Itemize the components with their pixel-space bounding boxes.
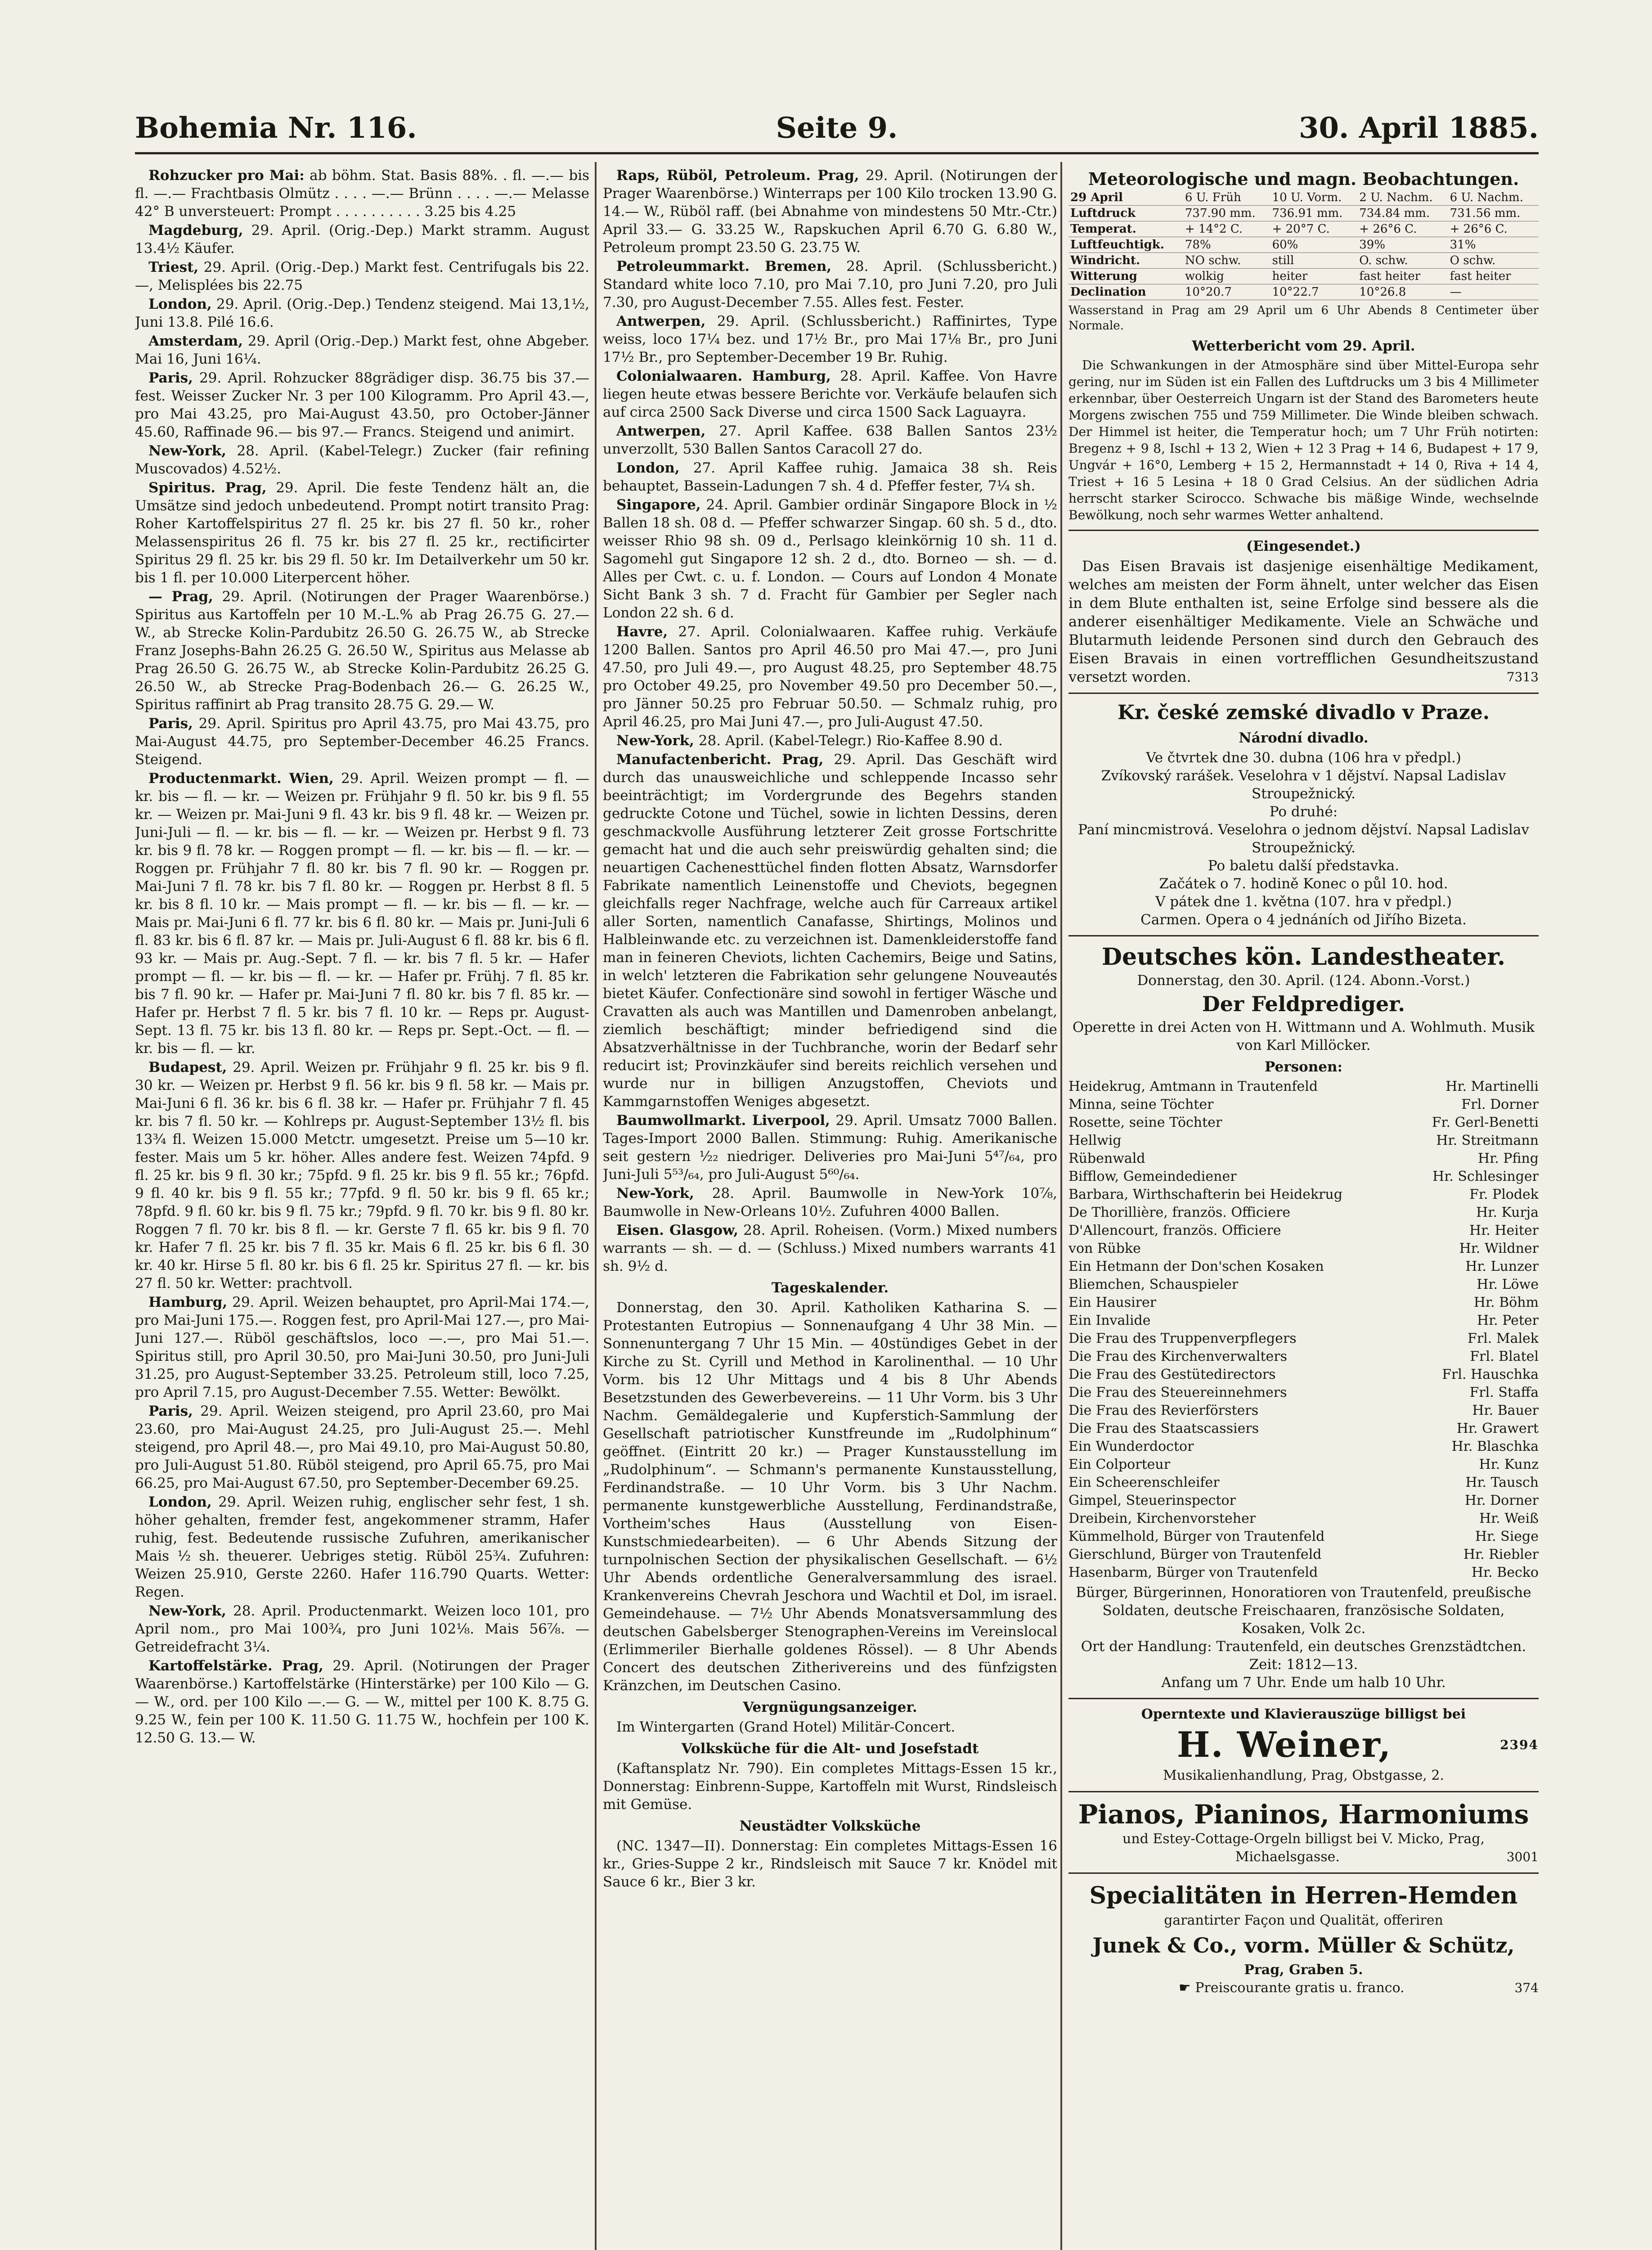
role-name: Ein Colporteur [1068, 1457, 1171, 1472]
divider [1068, 1872, 1539, 1874]
actor-name: Hr. Schlesinger [1432, 1169, 1539, 1184]
actor-name: Hr. Martinelli [1446, 1079, 1539, 1094]
actor-name: Hr. Kunz [1479, 1457, 1539, 1472]
program-line: Zvíkovský rarášek. Veselohra v 1 dějství. Napsal Ladislav Stroupežnický. [1101, 768, 1506, 802]
report-lead: Antwerpen, [616, 313, 706, 329]
market-report [135, 369, 589, 441]
report-text: 29. April. (Notirungen der Prager Waarenbörse.) Spiritus aus Kartoffeln per 10 M.-L.% ab Prag 26.75 G. 27.— W., ab Strecke Kolin-Pardubitz 26.50 G. 26.75 W., ab Strecke Franz Josephs-Bahn 26.25 G. 26.50 W., Spiritus aus Melasse ab Prag 26.50 G. 26.75 W., ab Strecke Kolin-Pardubitz 26.25 G. 26.50 W., ab Strecke Prag-Bodenbach 26.— G. 26.25 W., Spiritus raffinirt ab Prag transito 28.75 G. 29.— W. [135, 589, 589, 713]
report-lead: Baumwollmarkt. Liverpool, [616, 1112, 830, 1129]
ad-weiner-line: Operntexte und Klavierauszüge billigst bei [1141, 1706, 1466, 1722]
cast-row [1068, 1528, 1539, 1546]
meteo-cell: 737.90 mm. [1183, 206, 1270, 221]
role-name: Gimpel, Steuerinspector [1068, 1493, 1236, 1508]
market-report [135, 332, 589, 368]
actor-name: Hr. Dorner [1464, 1493, 1539, 1508]
market-report [603, 312, 1057, 366]
ad-number: 2394 [1500, 1737, 1539, 1752]
meteo-cell: 10°20.7 [1183, 284, 1270, 300]
pointing-hand-icon: ☛ [1178, 1980, 1191, 1996]
meteo-title: Meteorologische und magn. Beobachtungen. [1088, 169, 1519, 189]
meteo-cell: + 26°6 C. [1448, 221, 1539, 237]
role-name: Die Frau des Truppenverpflegers [1068, 1331, 1297, 1346]
role-name: Minna, seine Töchter [1068, 1097, 1214, 1112]
section-text: Donnerstag, den 30. April. Katholiken Katharina S. — Protestanten Eutropius — Sonnenaufgang 4 Uhr 38 Min. — Sonnenuntergang 7 Uhr 15 Min. — 40stündiges Gebet in der Kirche zu St. Cyrill und Method in Karolinenthal. — 10 Uhr Vorm. bis 12 Uhr Mittags und 4 bis 8 Uhr Abends Besetzstunden des Gewerbevereins. — 11 Uhr Vorm. bis 3 Uhr Nachm. Gemäldegalerie und Kupferstich-Sammlung der Gesellschaft patriotischer Kunstfreunde im „Rudolphinum“ geöffnet. (Eintritt 20 kr.) — Prager Kunstausstellung im „Rudolphinum“. — Schmann's permanente Kunstausstellung, Ferdinandstraße. — 10 Uhr Vorm. bis 3 Uhr Nachm. permanente kunstgewerbliche Ausstellung, Ferdinandstraße, Vortheim'sches Haus (Ausstellung von Eisen-Kunstschmiedearbeiten). — 6 Uhr Abends Sitzung der turnpolnischen Section der physikalischen Gesellschaft. — 6½ Uhr Abends ordentliche Generalversammlung des israel. Krankenvereins Chevrah Jeschora und Wachtil et Dol, im israel. Gemeindehause. — 7½ Uhr Abends Monatsversammlung des deutschen Gabelsberger Stenographen-Vereins im Vereinslocal (Erlimmeriler Bierhalle goldenes Rössel). — 8 Uhr Abends Concert des deutschen Zitherivereins und des fünfzigsten Kränzchen, im Deutschen Casino. [603, 1300, 1057, 1694]
market-report [135, 770, 589, 1058]
cast-row [1068, 1348, 1539, 1366]
cast-row [1068, 1456, 1539, 1474]
divider [1068, 1791, 1539, 1792]
market-report [603, 459, 1057, 495]
meteo-cell: fast heiter [1448, 269, 1539, 284]
role-name: Ein Hausirer [1068, 1295, 1157, 1310]
report-text: 28. April. (Schlussbericht.) Standard white loco 7.10, pro Mai 7.10, pro Juni 7.20, pro Juli 7.30, pro August-December 7.55. Alles fest. Fester. [603, 258, 1057, 310]
water-level-note: Wasserstand in Prag am 29 April um 6 Uhr Abends 8 Centimeter über Normale. [1068, 304, 1539, 333]
report-text: 29. April. (Orig.-Dep.) Markt stramm. August 13.4½ Käufer. [135, 222, 589, 256]
meteo-cell: + 26°6 C. [1357, 221, 1448, 237]
divider [1068, 1698, 1539, 1699]
report-text: 29. April. Weizen prompt — fl. — kr. bis — fl. — kr. — Weizen pr. Frühjahr 9 fl. 50 kr. bis 9 fl. 55 kr. — Weizen pr. Mai-Juni 9 fl. 43 kr. bis 9 fl. 48 kr. — Weizen pr. Juni-Juli — fl. — kr. bis — fl. — kr. — Weizen pr. Herbst 9 fl. 73 kr. bis 9 fl. 78 kr. — Roggen prompt — fl. — kr. bis — fl. — kr. — Roggen pr. Frühjahr 7 fl. 80 kr. bis 7 fl. 90 kr. — Roggen pr. Mai-Juni 7 fl. 78 kr. bis 7 fl. 80 kr. — Roggen pr. Herbst 8 fl. 5 kr. bis 8 fl. 10 kr. — Mais prompt — fl. — kr. bis — fl. — kr. — Mais pr. Mai-Juni 6 fl. 77 kr. bis 6 fl. 80 kr. — Mais pr. Juni-Juli 6 fl. 83 kr. bis 6 fl. 87 kr. — Mais pr. Juli-August 6 fl. 88 kr. bis 6 fl. 93 kr. — Mais pr. Aug.-Sept. 7 fl. — kr. bis 7 fl. 5 kr. — Hafer prompt — fl. — kr. bis — fl. — kr. — Hafer pr. Frühj. 7 fl. 85 kr. bis 7 fl. 90 kr. — Hafer pr. Mai-Juni 7 fl. 80 kr. bis 7 fl. 85 kr. — Hafer pr. Herbst 7 fl. 5 kr. bis 7 fl. 10 kr. — Reps pr. August-Sept. 13 fl. 75 kr. bis 13 fl. 80 kr. — Reps pr. Sept.-Oct. — fl. — kr. bis — fl. — kr. [135, 770, 589, 1057]
meteo-cell: still [1270, 253, 1358, 269]
program-line: Paní mincmistrová. Veselohra o jednom dějství. Napsal Ladislav Stroupežnický. [1078, 822, 1529, 856]
cast-row [1068, 1312, 1539, 1330]
report-lead: Amsterdam, [148, 333, 243, 349]
actor-name: Hr. Böhm [1473, 1295, 1539, 1310]
report-lead: Antwerpen, [616, 423, 706, 439]
divider [1068, 693, 1539, 694]
section-heading: Neustädter Volksküche [739, 1818, 921, 1834]
role-name: Ein Wunderdoctor [1068, 1439, 1194, 1454]
cast-row [1068, 1204, 1539, 1222]
report-lead: New-York, [616, 1185, 694, 1202]
role-name: Dreibein, Kirchenvorsteher [1068, 1511, 1256, 1526]
report-lead: Hamburg, [148, 1294, 228, 1310]
market-report [603, 1221, 1057, 1275]
market-report [135, 442, 589, 478]
meteo-cell: 10 U. Vorm. [1270, 190, 1358, 206]
report-lead: — Prag, [148, 589, 213, 605]
report-lead: Eisen. Glasgow, [616, 1222, 739, 1238]
weather-report-text: Die Schwankungen in der Atmosphäre sind über Mittel-Europa sehr gering, nur im Süden ist ein Fallen des Luftdrucks um 3 bis 4 Millimeter erkennbar, über Oesterreich Ungarn ist der Stand des Barometers heute Morgens zwischen 755 und 759 Millimeter. Die Winde bleiben schwach. Der Himmel ist heiter, die Temperatur hoch; um 7 Uhr Früh notirten: Bregenz + 9 8, Ischl + 13 2, Wien + 12 3 Prag + 14 6, Budapest + 17 9, Ungvár + 16°0, Lemberg + 15 2, Hermannstadt + 14 0, Riva + 14 4, Triest + 16 5 Lesina + 18 0 Grad Celsius. An der südlichen Adria herrscht starker Scirocco. Schwache bis mäßige Winde, wechselnde Bewölkung, noch sehr warmes Wetter anhaltend. [1068, 358, 1539, 522]
market-report [135, 221, 589, 257]
report-lead: Petroleummarkt. Bremen, [616, 258, 832, 274]
report-text: 29. April. (Orig.-Dep.) Tendenz steigend. Mai 13,1½, Juni 13.8. Pilé 16.6. [135, 296, 589, 330]
cast-row [1068, 1564, 1539, 1582]
market-report [135, 588, 589, 714]
meteo-cell: 10°26.8 [1357, 284, 1448, 300]
program-line: Carmen. Opera o 4 jednáních od Jiřího Bizeta. [1140, 912, 1467, 928]
report-text: 29. April. (Orig.-Dep.) Markt fest. Centrifugals bis 22.—, Melisplées bis 22.75 [135, 259, 589, 293]
report-text: 28. April. Roheisen. (Vorm.) Mixed numbers warrants — sh. — d. — (Schluss.) Mixed numbers warrants 41 sh. 9½ d. [603, 1222, 1057, 1274]
report-lead: Paris, [148, 370, 193, 386]
meteo-cell: 29 April [1068, 190, 1183, 206]
meteo-cell: 736.91 mm. [1270, 206, 1358, 221]
report-text: 29. April. (Schlussbericht.) Raffinirtes, Type weiss, loco 17¼ bez. und 17½ Br., pro Mai 17⅛ Br., pro Juni 17½ Br., pro September-December 19 Br. Ruhig. [603, 313, 1057, 365]
cast-row [1068, 1330, 1539, 1348]
column-divider [595, 162, 597, 2250]
cast-row [1068, 1366, 1539, 1384]
actor-name: Hr. Blaschka [1451, 1439, 1539, 1454]
cast-row [1068, 1294, 1539, 1312]
meteo-cell: 39% [1357, 237, 1448, 253]
role-name: Gierschlund, Bürger von Trautenfeld [1068, 1547, 1322, 1562]
ad-number: 3001 [1506, 1850, 1539, 1864]
meteo-cell: 731.56 mm. [1448, 206, 1539, 221]
meteo-row [1068, 253, 1539, 269]
report-text: 29. April. Weizen steigend, pro April 23.60, pro Mai 23.60, pro Mai-August 24.25, pro Juli-August 25.—. Mehl steigend, pro April 48.—, pro Mai 49.10, pro Mai-August 50.80, pro Juli-August 51.80. Rüböl steigend, pro April 65.75, pro Mai 66.25, pro Mai-August 67.50, pro September-December 69.25. [135, 1403, 589, 1491]
meteo-cell: Luftfeuchtigk. [1068, 237, 1183, 253]
report-lead: Paris, [148, 1403, 193, 1419]
cast-row [1068, 1510, 1539, 1528]
actor-name: Fr. Plodek [1469, 1187, 1539, 1202]
cast-row [1068, 1114, 1539, 1132]
report-text: 28. April. Productenmarkt. Weizen loco 101, pro April nom., pro Mai 100¾, pro Juni 102⅛. Mais 56⅞. — Getreidefracht 3¼. [135, 1603, 589, 1655]
market-report [135, 1602, 589, 1656]
report-text: 29. April. Das Geschäft wird durch das unausweichliche und schleppende Incasso sehr beeinträchtigt; im Vordergrunde des Begehrs standen gedruckte Cotone und Tüchel, sowie in lichten Dessins, deren geschmackvolle Ausführung letzterer Zeit grosse Fortschritte gemacht hat und die auch sehr preiswürdig gehalten sind; die neuartigen Cachenesttüchel finden flotten Absatz, Warnsdorfer Fabrikate namentlich Leinenstoffe und Cheviots, begegnen gleichfalls reger Nachfrage, welche auch für Carreaux artikel aller Sorten, namentlich Canafasse, Shirtings, Molinos und Halbleinwande etc. zu verzeichnen ist. Damenkleiderstoffe fand man in feineren Cheviots, lichten Cachemirs, Beige und Satins, in welch' letzteren die Fabrikation sehr gelungene Nouveautés bietet Käufer. Confectionäre sind sowohl in fertiger Wäsche und Cravatten als auch was Mantillen und Damenroben anbelangt, ziemlich beschäftigt; minder befriedigend sind die Absatzverhältnisse in der Tuchbranche, worin der Bedarf sehr reducirt ist; Provinzkäufer sind bereits reichlich versehen und wurde nur in billigen Anzugstoffen, Cheviots und Kammgarnstoffen Weniges abgesetzt. [603, 752, 1057, 1110]
program-line: V pátek dne 1. května (107. hra v předpl.) [1155, 894, 1452, 910]
report-text: 27. April Kaffee. 638 Ballen Santos 23½ unverzollt, 530 Ballen Santos Caracoll 27 do. [603, 423, 1057, 457]
issue-date: 30. April 1885. [1298, 111, 1539, 145]
cast-row [1068, 1078, 1539, 1096]
page-header [135, 108, 1539, 148]
market-report [603, 166, 1057, 256]
program-line: Po druhé: [1269, 804, 1338, 820]
report-lead: Havre, [616, 624, 668, 640]
cast-row [1068, 1096, 1539, 1114]
meteo-row [1068, 190, 1539, 206]
section-heading: Vergnügungsanzeiger. [743, 1699, 917, 1715]
role-name: Bliemchen, Schauspieler [1068, 1277, 1239, 1292]
report-text: 28. April. Baumwolle in New-York 10⅞, Baumwolle in New-Orleans 10½. Zufuhren 4000 Ballen. [603, 1185, 1057, 1220]
cast-heading: Personen: [1265, 1059, 1342, 1075]
role-name: Ein Scheerenschleifer [1068, 1475, 1220, 1490]
ad-weiner-sub: Musikalienhandlung, Prag, Obstgasse, 2. [1163, 1768, 1444, 1783]
meteo-cell: Declination [1068, 284, 1183, 300]
german-theatre-date: Donnerstag, den 30. April. (124. Abonn.-Vorst.) [1137, 972, 1470, 989]
cast-row [1068, 1492, 1539, 1510]
report-lead: Manufactenbericht. Prag, [616, 752, 824, 768]
role-name: Die Frau des Steuereinnehmers [1068, 1385, 1287, 1400]
role-name: Kümmelhold, Bürger von Trautenfeld [1068, 1529, 1325, 1544]
role-name: Ein Invalide [1068, 1313, 1151, 1328]
role-name: Rosette, seine Töchter [1068, 1115, 1222, 1130]
actor-name: Hr. Riebler [1463, 1547, 1539, 1562]
role-name: Die Frau des Revierförsters [1068, 1403, 1259, 1418]
report-lead: Budapest, [148, 1059, 227, 1076]
report-text: 29. April. Weizen pr. Frühjahr 9 fl. 25 kr. bis 9 fl. 30 kr. — Weizen pr. Herbst 9 fl. 56 kr. bis 9 fl. 58 kr. — Mais pr. Mai-Juni 6 fl. 36 kr. bis 6 fl. 38 kr. — Hafer pr. Frühjahr 7 fl. 45 kr. bis 7 fl. 50 kr. — Kohlreps pr. August-September 13½ fl. bis 13¾ fl. Weizen 15.000 Metctr. umgesetzt. Preise um 5—10 kr. fester. Mais um 5 kr. höher. Alles andere fest. Weizen 74pfd. 9 fl. 25 kr. bis 9 fl. 30 kr.; 75pfd. 9 fl. 25 kr. bis 9 fl. 55 kr.; 76pfd. 9 fl. 40 kr. bis 9 fl. 55 kr.; 77pfd. 9 fl. 50 kr. bis 9 fl. 65 kr.; 78pfd. 9 fl. 60 kr. bis 9 fl. 75 kr.; 79pfd. 9 fl. 70 kr. bis 9 fl. 80 kr. Roggen 7 fl. 70 kr. bis 8 fl. — kr. Gerste 7 fl. 65 kr. bis 9 fl. 70 kr. Hafer 7 fl. 25 kr. bis 7 fl. 35 kr. Mais 6 fl. 25 kr. bis 6 fl. 30 kr. 40 kr. Hirse 5 fl. 80 kr. bis 6 fl. 25 kr. Spiritus 27 fl. — kr. bis 27 fl. 50 kr. Wetter: prachtvoll. [135, 1059, 589, 1292]
actor-name: Hr. Heiter [1469, 1223, 1539, 1238]
actor-name: Frl. Malek [1468, 1331, 1539, 1346]
cast-list [1068, 1078, 1539, 1582]
issue-label: Bohemia Nr. 116. [135, 111, 417, 145]
market-report [603, 367, 1057, 421]
cast-row [1068, 1240, 1539, 1258]
report-lead: London, [148, 296, 212, 312]
meteo-cell: O schw. [1448, 253, 1539, 269]
report-text: 28. April. (Kabel-Telegr.) Rio-Kaffee 8.90 d. [698, 733, 1003, 749]
ad-shirts-head: Specialitäten in Herren-Hemden [1089, 1882, 1518, 1909]
actor-name: Hr. Streitmann [1436, 1133, 1539, 1148]
ad-number: 374 [1514, 1980, 1539, 1995]
market-report [135, 479, 589, 587]
program-line: Po baletu další představka. [1208, 858, 1400, 874]
meteo-cell: 734.84 mm. [1357, 206, 1448, 221]
meteo-cell: + 20°7 C. [1270, 221, 1358, 237]
actor-name: Hr. Grawert [1456, 1421, 1539, 1436]
report-lead: New-York, [148, 1603, 226, 1619]
report-text: 29. April. (Notirungen der Prager Waarenbörse.) Kartoffelstärke (Hinterstärke) per 100 Kilo — G. — W., ord. per 100 Kilo —.— G. — W., mittel per 100 K. 8.75 G. 9.25 W., fein per 100 K. 11.50 G. 11.75 W., hochfein per 100 K. 12.50 G. 13.— W. [135, 1658, 589, 1746]
market-report [603, 496, 1057, 622]
actor-name: Hr. Siege [1475, 1529, 1539, 1544]
cast-row [1068, 1384, 1539, 1402]
actor-name: Fr. Gerl-Benetti [1432, 1115, 1539, 1130]
report-lead: London, [148, 1494, 212, 1510]
cast-row [1068, 1168, 1539, 1186]
column-market-reports [135, 166, 589, 2250]
actor-name: Frl. Blatel [1470, 1349, 1539, 1364]
report-lead: Productenmarkt. Wien, [148, 770, 334, 787]
play-subtitle: Operette in drei Acten von H. Wittmann und A. Wohlmuth. Musik von Karl Millöcker. [1072, 1019, 1535, 1053]
report-lead: London, [616, 460, 680, 476]
ad-shirts-address: Prag, Graben 5. [1244, 1962, 1363, 1978]
ad-pianos-sub: und Estey-Cottage-Orgeln billigst bei V. Micko, Prag, Michaelsgasse. 3001 [1068, 1830, 1539, 1866]
role-name: Hellwig [1068, 1133, 1122, 1148]
market-report [135, 1402, 589, 1492]
report-lead: Triest, [148, 259, 199, 275]
meteo-cell: fast heiter [1357, 269, 1448, 284]
ad-pianos-head: Pianos, Pianinos, Harmoniums [1078, 1799, 1529, 1830]
meteo-cell: — [1448, 284, 1539, 300]
actor-name: Frl. Staffa [1469, 1385, 1539, 1400]
report-text: 29. April (Orig.-Dep.) Markt fest, ohne Abgeber. Mai 16, Juni 16¼. [135, 333, 589, 367]
actor-name: Hr. Bauer [1472, 1403, 1539, 1418]
eingesendet-text: Das Eisen Bravais ist dasjenige eisenhältige Medikament, welches am meisten der Form ähnelt, unter welcher das Eisen in dem Blute enthalten ist, seine Erfolge sind bessere als die anderer eisenhältiger Medikamente. Viele an Schwäche und Blutarmuth leidende Personen sind durch den Gebrauch des Eisen Bravais in einen vortrefflichen Gesundheitszustand versetzt worden. 7313 [1068, 558, 1539, 685]
report-lead: Colonialwaaren. Hamburg, [616, 368, 831, 384]
meteo-row [1068, 221, 1539, 237]
column-divider [1060, 162, 1062, 2250]
report-text: 29. April. Weizen ruhig, englischer sehr fest, 1 sh. höher gehalten, fremder fest, angekommener stramm, Hafer ruhig, fest. Bedeutende russische Zufuhren, amerikanischer Mais ½ sh. theuerer. Uebriges stetig. Rüböl 25¾. Zufuhren: Weizen 25.910, Gerste 2260. Hafer 116.790 Quarts. Wetter: Regen. [135, 1494, 589, 1600]
actor-name: Hr. Löwe [1477, 1277, 1539, 1292]
section-text: (Kaftansplatz Nr. 790). Ein completes Mittags-Essen 15 kr., Donnerstag: Einbrenn-Suppe, Kartoffeln mit Wurst, Rindsleisch mit Gemüse. [603, 1760, 1057, 1813]
report-text: 28. April. (Kabel-Telegr.) Zucker (fair refining Muscovados) 4.52½. [135, 443, 589, 477]
role-name: von Rübke [1068, 1241, 1141, 1256]
market-report [135, 258, 589, 294]
cast-row [1068, 1402, 1539, 1420]
divider [1068, 935, 1539, 936]
role-name: D'Allencourt, französ. Officiere [1068, 1223, 1281, 1238]
meteo-row [1068, 237, 1539, 253]
actor-name: Hr. Pfing [1478, 1151, 1539, 1166]
report-text: 24. April. Gambier ordinär Singapore Block in ½ Ballen 18 sh. 08 d. — Pfeffer schwarzer Singap. 60 sh. 5 d., dto. weisser Rhio 98 sh. 09 d., Perlsago kleinkörnig 10 sh. 11 d. Sagomehl gut Singapore 12 sh. 2 d., dto. Borneo — sh. — d. Alles per Cwt. c. u. f. London. — Cours auf London 4 Monate Sicht Bank 3 sh. 7 d. Fracht für Gambier per Segler nach London 22 sh. 6 d. [603, 497, 1057, 621]
german-theatre-title: Deutsches kön. Landestheater. [1101, 943, 1506, 971]
market-report [135, 295, 589, 331]
meteo-row [1068, 284, 1539, 300]
report-lead: Magdeburg, [148, 222, 243, 238]
meteo-table [1068, 190, 1539, 300]
ad-shirts-firm: Junek & Co., vorm. Müller & Schütz, [1092, 1933, 1515, 1958]
play-extras: Bürger, Bürgerinnen, Honoratioren von Trautenfeld, preußische Soldaten, deutsche Freischaaren, französische Soldaten, Kosaken, Volk 2c. [1076, 1584, 1531, 1637]
role-name: Heidekrug, Amtmann in Trautenfeld [1068, 1079, 1318, 1094]
column-commodities-calendar [603, 166, 1057, 2250]
meteo-cell: 60% [1270, 237, 1358, 253]
section-text: Im Wintergarten (Grand Hotel) Militär-Concert. [616, 1719, 956, 1735]
market-report [603, 257, 1057, 311]
divider [1068, 530, 1539, 531]
report-text: 29. April. Umsatz 7000 Ballen. Tages-Import 2000 Ballen. Stimmung: Ruhig. Amerikanische seit gestern ½₂ niedriger. Deliveries pro Mai-Juni 5⁴⁷/₆₄, pro Juni-Juli 5⁵³/₆₄, pro Juli-August 5⁶⁰/₆₄. [603, 1112, 1057, 1183]
role-name: Ein Hetmann der Don'schen Kosaken [1068, 1259, 1324, 1274]
actor-name: Hr. Becko [1471, 1565, 1539, 1580]
cast-row [1068, 1546, 1539, 1564]
report-lead: Raps, Rüböl, Petroleum. Prag, [616, 167, 859, 184]
market-report [135, 166, 589, 220]
meteo-cell: 6 U. Früh [1183, 190, 1270, 206]
report-lead: Singapore, [616, 497, 701, 513]
report-text: 29. April. (Notirungen der Prager Waarenbörse.) Winterraps per 100 Kilo trocken 13.90 G. 14.— W., Rüböl raff. (bei Abnahme von mindestens 50 Mtr.-Ctr.) April 33.— G. 33.25 W., Rapskuchen April 6.70 G. 6.80 W., Petroleum prompt 23.50 G. 23.75 W. [603, 167, 1057, 256]
report-lead: New-York, [616, 733, 694, 749]
cast-row [1068, 1132, 1539, 1150]
czech-theatre-sub: Národní divadlo. [1239, 730, 1369, 746]
report-text: ab böhm. Stat. Basis 88%. . fl. —.— bis fl. —.— Frachtbasis Olmütz . . . . —.— Brünn . . . . —.— Melasse 42° B unversteuert: Prompt . . . . . . . . . . 3.25 bis 4.25 [135, 167, 589, 220]
actor-name: Frl. Hauschka [1442, 1367, 1539, 1382]
weather-report-title: Wetterbericht vom 29. April. [1192, 338, 1415, 354]
meteo-cell: O. schw. [1357, 253, 1448, 269]
role-name: Die Frau des Gestütedirectors [1068, 1367, 1276, 1382]
ad-weiner-name: H. Weiner, 2394 [1068, 1724, 1539, 1767]
market-report [603, 751, 1057, 1111]
market-report [135, 1657, 589, 1747]
cast-row [1068, 1222, 1539, 1240]
report-text: 27. April. Colonialwaaren. Kaffee ruhig. Verkäufe 1200 Ballen. Santos pro April 46.50 pro Mai 47.—, pro Juni 47.50, pro Juli 49.—, pro August 48.25, pro September 48.75 pro October 49.25, pro November 49.50 pro December 50.—, pro Jänner 50.25 pro Februar 50.50. — Schmalz ruhig, pro April 46.25, pro Mai Juni 47.—, pro Juli-August 47.50. [603, 624, 1057, 730]
role-name: Barbara, Wirthschafterin bei Heidekrug [1068, 1187, 1342, 1202]
actor-name: Frl. Dorner [1461, 1097, 1539, 1112]
play-setting: Ort der Handlung: Trautenfeld, ein deutsches Grenzstädtchen. Zeit: 1812—13. [1081, 1638, 1526, 1673]
report-text: 29. April. Weizen behauptet, pro April-Mai 174.—, pro Mai-Juni 175.—. Roggen fest, pro April-Mai 127.—, pro Mai-Juni 127.—. Rüböl geschäftslos, loco —.—, pro Mai 51.—. Spiritus still, pro April 30.50, pro Mai-Juni 30.50, pro Juni-Juli 31.25, pro August-September 33.25. Petroleum still, loco 7.25, pro April 7.15, pro August-December 7.55. Wetter: Bewölkt. [135, 1294, 589, 1400]
actor-name: Hr. Lunzer [1465, 1259, 1539, 1274]
ad-number: 7313 [1506, 670, 1539, 684]
actor-name: Hr. Kurja [1476, 1205, 1539, 1220]
market-report [603, 422, 1057, 458]
report-lead: Kartoffelstärke. Prag, [148, 1658, 323, 1674]
cast-row [1068, 1258, 1539, 1276]
report-text: 27. April Kaffee ruhig. Jamaica 38 sh. Reis behauptet, Bassein-Ladungen 7 sh. 4 d. Pfeffer fester, 7¼ sh. [603, 460, 1057, 494]
page-number: Seite 9. [776, 111, 898, 145]
ad-shirts-foot: ☛ Preiscourante gratis u. franco. 374 [1068, 1979, 1539, 1997]
meteo-cell: Luftdruck [1068, 206, 1183, 221]
actor-name: Hr. Tausch [1465, 1475, 1539, 1490]
meteo-cell: + 14°2 C. [1183, 221, 1270, 237]
cast-row [1068, 1474, 1539, 1492]
play-title: Der Feldprediger. [1202, 992, 1405, 1016]
role-name: Die Frau des Kirchenverwalters [1068, 1349, 1288, 1364]
actor-name: Hr. Wildner [1459, 1241, 1539, 1256]
meteo-cell: heiter [1270, 269, 1358, 284]
meteo-cell: Witterung [1068, 269, 1183, 284]
cast-row [1068, 1276, 1539, 1294]
column-weather-theatre-ads [1068, 166, 1539, 2250]
eingesendet-title: (Eingesendet.) [1246, 538, 1361, 554]
meteo-cell: 10°22.7 [1270, 284, 1358, 300]
role-name: Hasenbarm, Bürger von Trautenfeld [1068, 1565, 1318, 1580]
role-name: De Thorillière, französ. Officiere [1068, 1205, 1291, 1220]
report-text: 28. April. Kaffee. Von Havre liegen heute etwas bessere Berichte vor. Verkäufe belaufen sich auf circa 2500 Sack Diverse und circa 1500 Sack Laguayra. [603, 368, 1057, 420]
meteo-cell: NO schw. [1183, 253, 1270, 269]
report-lead: Paris, [148, 716, 193, 732]
market-report [603, 1112, 1057, 1184]
cast-row [1068, 1420, 1539, 1438]
cast-row [1068, 1150, 1539, 1168]
meteo-cell: 31% [1448, 237, 1539, 253]
meteo-cell: Windricht. [1068, 253, 1183, 269]
market-report [603, 1184, 1057, 1220]
report-text: 29. April. Spiritus pro April 43.75, pro Mai 43.75, pro Mai-August 44.75, pro September-December 46.25 Francs. Steigend. [135, 716, 589, 768]
actor-name: Hr. Peter [1477, 1313, 1539, 1328]
market-report [135, 715, 589, 769]
report-lead: Spiritus. Prag, [148, 480, 267, 496]
czech-theatre-program [1068, 749, 1539, 929]
market-report [603, 623, 1057, 731]
report-text: 29. April. Rohzucker 88grädiger disp. 36.75 bis 37.— fest. Weisser Zucker Nr. 3 per 100 Kilogramm. Pro April 43.—, pro Mai 43.25, pro Mai-August 43.50, pro October-Jänner 45.60, Raffinade 96.— bis 97.— Francs. Steigend und animirt. [135, 370, 589, 440]
meteo-row [1068, 206, 1539, 221]
cast-row [1068, 1438, 1539, 1456]
program-line: Ve čtvrtek dne 30. dubna (106 hra v předpl.) [1146, 750, 1461, 766]
meteo-cell: Temperat. [1068, 221, 1183, 237]
role-name: Bifflow, Gemeindediener [1068, 1169, 1237, 1184]
play-times: Anfang um 7 Uhr. Ende um halb 10 Uhr. [1161, 1674, 1446, 1691]
actor-name: Hr. Weiß [1479, 1511, 1539, 1526]
cast-row [1068, 1186, 1539, 1204]
market-report [603, 732, 1057, 750]
report-lead: Rohzucker pro Mai: [148, 167, 305, 184]
meteo-cell: wolkig [1183, 269, 1270, 284]
czech-theatre-title: Kr. české zemské divadlo v Praze. [1117, 701, 1490, 724]
ad-shirts-sub: garantirter Façon und Qualität, offeriren [1164, 1912, 1443, 1928]
market-report [135, 1293, 589, 1401]
role-name: Die Frau des Staatscassiers [1068, 1421, 1259, 1436]
section-text: (NC. 1347—II). Donnerstag: Ein completes Mittags-Essen 16 kr., Gries-Suppe 2 kr., Rindsleisch mit Sauce 7 kr. Knödel mit Sauce 6 kr., Bier 3 kr. [603, 1838, 1057, 1890]
section-heading: Volksküche für die Alt- und Josefstadt [681, 1741, 979, 1757]
meteo-cell: 6 U. Nachm. [1448, 190, 1539, 206]
role-name: Rübenwald [1068, 1151, 1145, 1166]
market-report [135, 1058, 589, 1292]
header-rule [135, 152, 1539, 154]
program-line: Začátek o 7. hodině Konec o půl 10. hod. [1159, 876, 1448, 892]
market-report [135, 1493, 589, 1601]
meteo-cell: 78% [1183, 237, 1270, 253]
meteo-cell: 2 U. Nachm. [1357, 190, 1448, 206]
meteo-row [1068, 269, 1539, 284]
section-heading: Tageskalender. [771, 1280, 889, 1296]
report-lead: New-York, [148, 443, 226, 459]
report-text: 29. April. Die feste Tendenz hält an, die Umsätze sind jedoch unbedeutend. Prompt notirt transito Prag: Roher Kartoffelspiritus 27 fl. 25 kr. bis 27 fl. 50 kr., roher Melassenspiritus 26 fl. 75 kr. bis 27 fl. 25 kr., rectificirter Spiritus 29 fl. 25 kr. bis 29 fl. 50 kr. Im Detailverkehr um 50 kr. bis 1 fl. per 10.000 Literpercent höher. [135, 480, 589, 586]
